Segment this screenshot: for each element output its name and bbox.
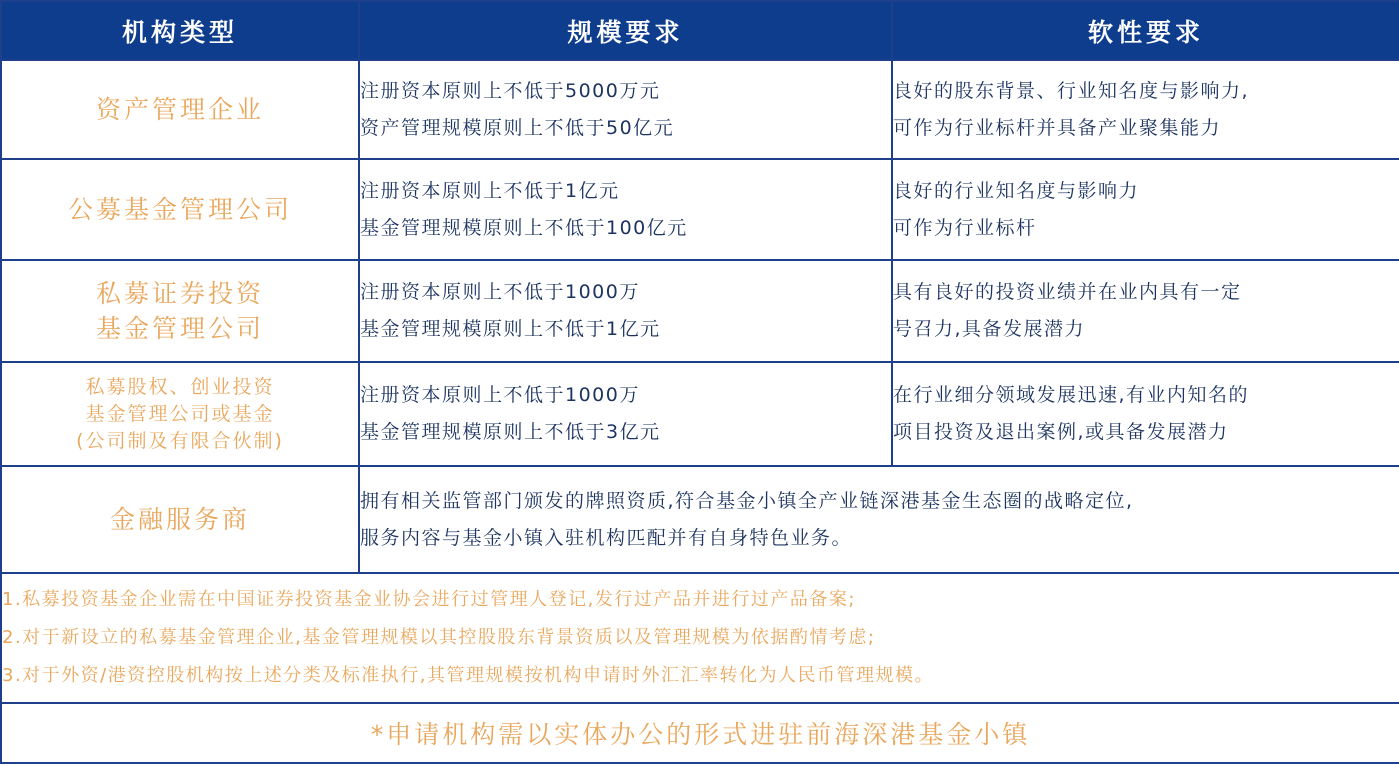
scale-requirement-line: 基金管理规模原则上不低于1亿元: [360, 318, 661, 340]
scale-requirement-line: 注册资本原则上不低于1亿元: [360, 179, 620, 202]
institution-type-label: 基金管理公司或基金: [85, 402, 275, 425]
footer-note: *申请机构需以实体办公的形式进驻前海深港基金小镇: [1, 703, 1399, 763]
institution-type-label: 金融服务商: [109, 505, 250, 534]
scale-requirement-line: 注册资本原则上不低于1000万: [360, 384, 640, 406]
merged-requirement-cell: [359, 466, 1399, 573]
institution-type-label: 私募证券投资: [95, 279, 264, 308]
institution-type-cell: [1, 466, 359, 573]
scale-requirement-line: 基金管理规模原则上不低于100亿元: [360, 216, 688, 239]
note-line: 3.对于外资/港资控股机构按上述分类及标准执行,其管理规模按机构申请时外汇汇率转化为人民币管理规模。: [2, 665, 934, 686]
scale-requirement-cell: [359, 60, 892, 159]
soft-requirement-line: 具有良好的投资业绩并在业内具有一定: [893, 281, 1242, 303]
soft-requirement-line: 号召力,具备发展潜力: [893, 318, 1086, 340]
soft-requirement-line: 良好的股东背景、行业知名度与影响力,: [893, 79, 1250, 102]
institution-type-label: 资产管理企业: [95, 95, 264, 124]
institution-type-label: 基金管理公司: [95, 314, 264, 343]
soft-requirement-line: 良好的行业知名度与影响力: [893, 179, 1140, 202]
institution-type-cell: [1, 362, 359, 466]
scale-requirement-cell: [359, 362, 892, 466]
footer-row: [1, 703, 1399, 763]
soft-requirement-line: 可作为行业标杆并具备产业聚集能力: [893, 116, 1222, 139]
institution-type-cell: [1, 159, 359, 260]
institution-type-cell: [1, 60, 359, 159]
scale-requirement-cell: [359, 260, 892, 362]
institution-type-label: 公募基金管理公司: [67, 195, 292, 224]
note-line: 1.私募投资基金企业需在中国证券投资基金业协会进行过管理人登记,发行过产品并进行过产品备案;: [2, 589, 856, 610]
soft-requirement-line: 项目投资及退出案例,或具备发展潜力: [893, 421, 1229, 443]
note-line: 2.对于新设立的私募基金管理企业,基金管理规模以其控股股东背景资质以及管理规模为依据酌情考虑;: [2, 627, 876, 648]
table-row: [1, 466, 1399, 573]
scale-requirement-line: 注册资本原则上不低于5000万元: [360, 79, 661, 102]
notes-row: [1, 573, 1399, 703]
table-header-row: [1, 1, 1399, 60]
institution-type-label: 私募股权、创业投资: [85, 375, 275, 398]
notes-cell: [1, 573, 1399, 703]
scale-requirement-cell: [359, 159, 892, 260]
scale-requirement-line: 资产管理规模原则上不低于50亿元: [360, 116, 675, 139]
soft-requirement-cell: [892, 260, 1399, 362]
soft-requirement-line: 可作为行业标杆: [893, 216, 1037, 239]
header-scale-requirement: 规模要求: [359, 1, 892, 60]
soft-requirement-cell: [892, 159, 1399, 260]
header-soft-requirement: 软性要求: [892, 1, 1399, 60]
institution-type-cell: [1, 260, 359, 362]
scale-requirement-line: 基金管理规模原则上不低于3亿元: [360, 421, 661, 443]
table-row: [1, 362, 1399, 466]
soft-requirement-cell: [892, 60, 1399, 159]
soft-requirement-line: 在行业细分领域发展迅速,有业内知名的: [893, 384, 1250, 406]
soft-requirement-cell: [892, 362, 1399, 466]
table-row: [1, 60, 1399, 159]
merged-requirement-line: 服务内容与基金小镇入驻机构匹配并有自身特色业务。: [360, 526, 853, 549]
institution-type-label: (公司制及有限合伙制): [76, 429, 284, 452]
table-row: [1, 260, 1399, 362]
header-institution-type: 机构类型: [1, 1, 359, 60]
table-row: [1, 159, 1399, 260]
merged-requirement-line: 拥有相关监管部门颁发的牌照资质,符合基金小镇全产业链深港基金生态圈的战略定位,: [360, 489, 1134, 512]
scale-requirement-line: 注册资本原则上不低于1000万: [360, 281, 640, 303]
